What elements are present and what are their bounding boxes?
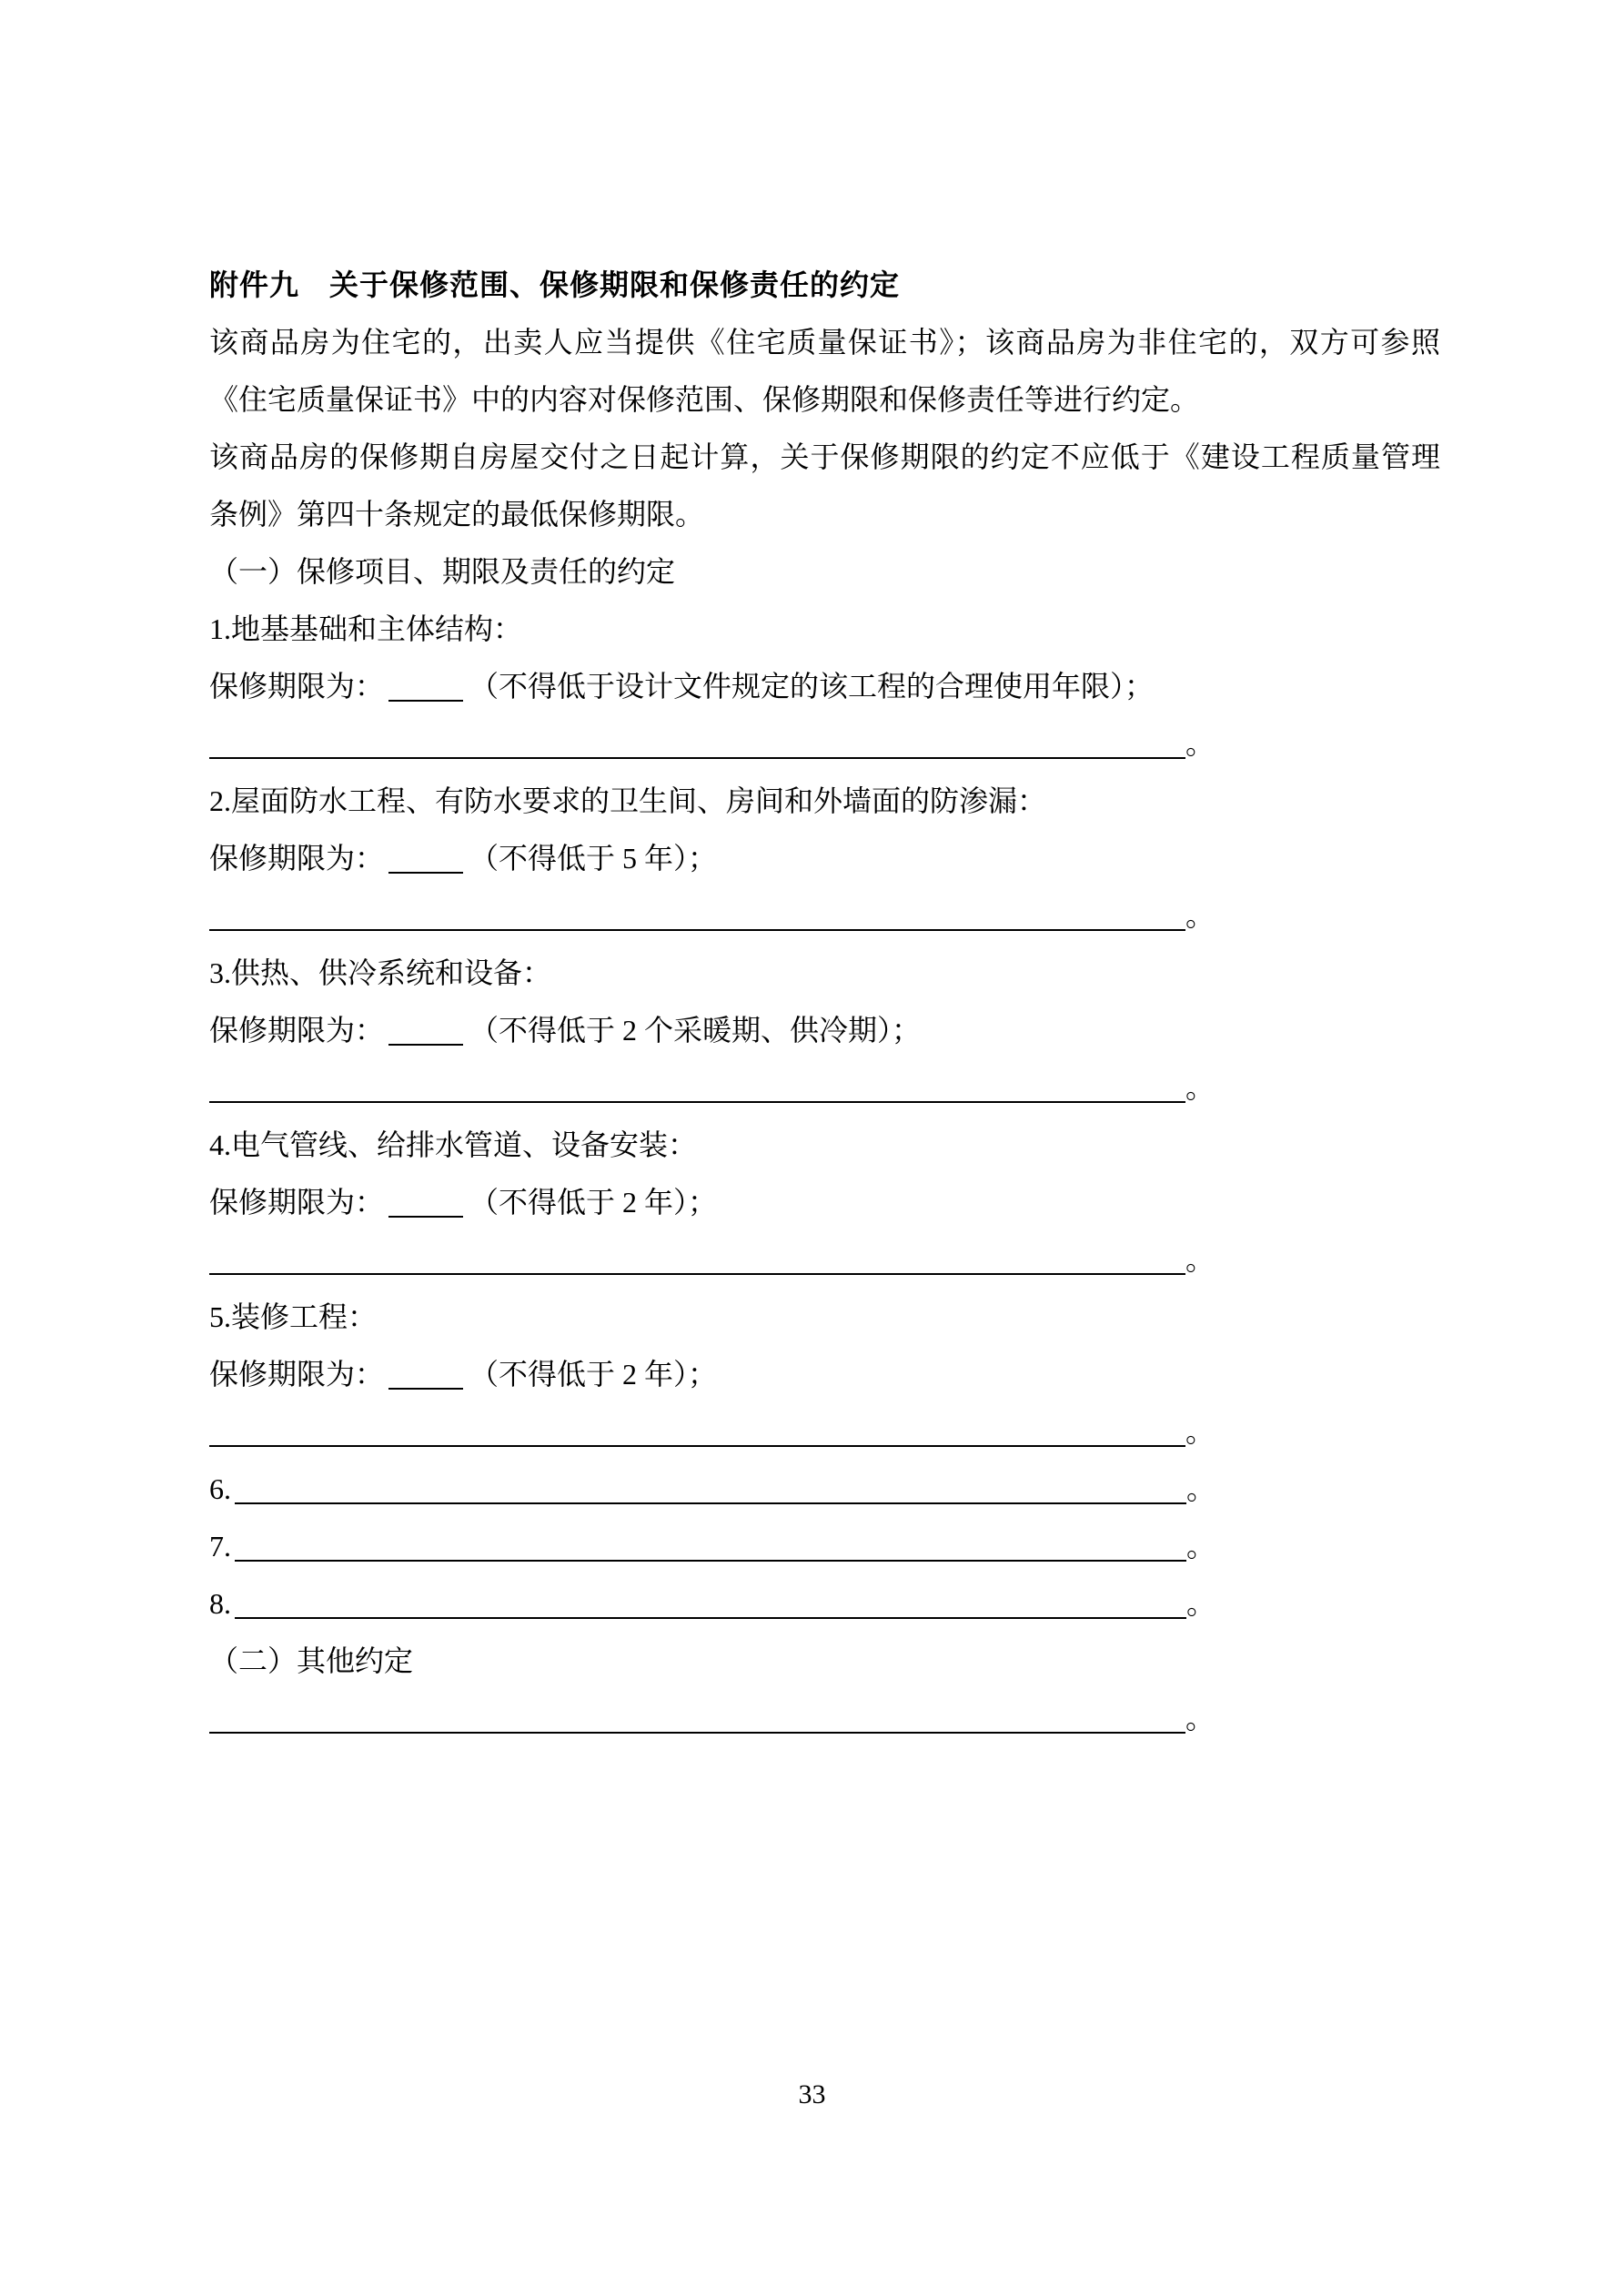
full-stop: 。 [1186, 1472, 1216, 1505]
full-stop: 。 [1186, 1530, 1216, 1563]
intro-paragraph2-line1: 该商品房的保修期自房屋交付之日起计算，关于保修期限的约定不应低于《建设工程质量管理 [209, 440, 1440, 473]
numbered-blank-row-6 [209, 1461, 1440, 1518]
document-content [209, 257, 1440, 1747]
period-suffix: （不得低于 2 年）； [469, 1358, 718, 1391]
period-prefix: 保修期限为： [209, 670, 385, 703]
period-suffix: （不得低于 5 年）； [469, 842, 718, 875]
liability-blank-4[interactable] [209, 1273, 1185, 1275]
section-two-liability-line [209, 1690, 1440, 1747]
full-stop: 。 [1185, 1071, 1215, 1104]
attachment-title: 附件九 关于保修范围、保修期限和保修责任的约定 [209, 268, 901, 301]
period-prefix: 保修期限为： [209, 1014, 385, 1047]
liability-blank-2[interactable] [209, 929, 1185, 931]
full-stop: 。 [1185, 899, 1215, 932]
warranty-item-1-liability-line [209, 715, 1440, 773]
period-blank-3[interactable] [388, 1044, 463, 1046]
period-blank-5[interactable] [388, 1388, 463, 1390]
intro-paragraph1-line1: 该商品房为住宅的，出卖人应当提供《住宅质量保证书》；该商品房为非住宅的，双方可参照 [209, 326, 1440, 359]
period-blank-2[interactable] [388, 872, 463, 874]
liability-blank-1[interactable] [209, 757, 1185, 759]
warranty-item-4-period-line [209, 1174, 1440, 1231]
full-stop: 。 [1185, 1243, 1215, 1276]
intro-paragraph1-line2: 《住宅质量保证书》中的内容对保修范围、保修期限和保修责任等进行约定。 [209, 383, 1200, 416]
numbered-blank-row-8 [209, 1575, 1440, 1633]
warranty-item-5-title: 5.装修工程： [209, 1300, 378, 1333]
row-number: 7. [209, 1530, 231, 1563]
warranty-item-3-liability-line [209, 1059, 1440, 1117]
other-agreement-blank[interactable] [209, 1732, 1185, 1734]
intro-paragraph2-line2: 条例》第四十条规定的最低保修期限。 [209, 498, 705, 531]
warranty-item-2-title: 2.屋面防水工程、有防水要求的卫生间、房间和外墙面的防渗漏： [209, 784, 1047, 817]
row-number: 6. [209, 1472, 231, 1505]
period-suffix: （不得低于 2 年）； [469, 1186, 718, 1219]
warranty-item-2-period-line [209, 830, 1440, 887]
numbered-blank-row-7 [209, 1518, 1440, 1575]
warranty-item-4-liability-line [209, 1231, 1440, 1289]
extra-item-blank-8[interactable] [235, 1617, 1186, 1619]
period-blank-1[interactable] [388, 700, 463, 702]
warranty-item-3-period-line [209, 1002, 1440, 1059]
row-number: 8. [209, 1587, 231, 1620]
warranty-item-1-title: 1.地基基础和主体结构： [209, 612, 523, 645]
warranty-item-5-period-line [209, 1346, 1440, 1403]
warranty-item-2-liability-line [209, 887, 1440, 945]
liability-blank-3[interactable] [209, 1101, 1185, 1103]
section-one-heading: （一）保修项目、期限及责任的约定 [209, 555, 676, 588]
extra-item-blank-6[interactable] [235, 1502, 1186, 1504]
section-two-heading: （二）其他约定 [209, 1644, 414, 1677]
page-number: 33 [798, 2079, 826, 2109]
liability-blank-5[interactable] [209, 1445, 1185, 1447]
period-suffix: （不得低于 2 个采暖期、供冷期）； [469, 1014, 922, 1047]
warranty-item-3-title: 3.供热、供冷系统和设备： [209, 956, 552, 989]
period-prefix: 保修期限为： [209, 1186, 385, 1219]
full-stop: 。 [1185, 727, 1215, 760]
warranty-item-1-period-line [209, 658, 1440, 715]
period-prefix: 保修期限为： [209, 842, 385, 875]
extra-item-blank-7[interactable] [235, 1560, 1186, 1562]
period-blank-4[interactable] [388, 1216, 463, 1218]
full-stop: 。 [1185, 1415, 1215, 1448]
period-suffix: （不得低于设计文件规定的该工程的合理使用年限）； [469, 670, 1155, 703]
warranty-item-4-title: 4.电气管线、给排水管道、设备安装： [209, 1128, 698, 1161]
full-stop: 。 [1186, 1587, 1216, 1620]
full-stop: 。 [1185, 1702, 1215, 1735]
warranty-item-5-liability-line [209, 1403, 1440, 1461]
period-prefix: 保修期限为： [209, 1358, 385, 1391]
